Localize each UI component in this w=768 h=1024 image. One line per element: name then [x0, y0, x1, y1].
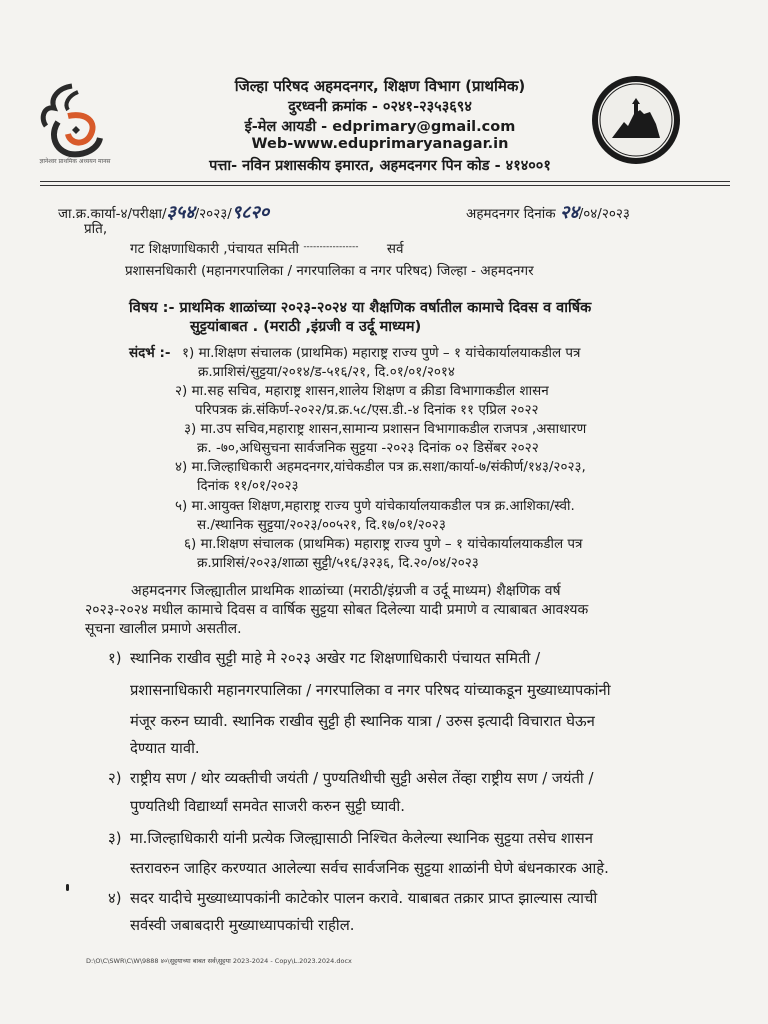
recipient-sarva: सर्व — [386, 241, 404, 257]
recipient-line-2: प्रशासनधिकारी (महानगरपालिका / नगरपालिका व नगर परिषद) जिल्हा - अहमदनगर — [125, 263, 534, 279]
reference-5b: स./स्थानिक सुट्टया/२०२३/००५२१, दि.१७/०१/२०२३ — [197, 517, 446, 533]
point-1-line-3: मंजूर करुन घ्यावी. स्थानिक राखीव सुट्टी ही स्थानिक यात्रा / उरुस इत्यादी विचारात घेऊन — [130, 713, 595, 730]
point-1-line-2: प्रशासनाधिकारी महानगरपालिका / नगरपालिका व नगर परिषद यांच्याकडून मुख्याध्यापकांनी — [130, 682, 611, 699]
subject-line-1: विषय :- प्राथमिक शाळांच्या २०२३-२०२४ या शैक्षणिक वर्षातील कामाचे दिवस व वार्षिक — [129, 300, 592, 316]
reference-6b: क्र.प्राशिसं/२०२३/शाळा सुट्टी/५१६/३२३६, दि.२०/०४/२०२३ — [197, 555, 479, 571]
header-rule-2 — [40, 185, 730, 186]
header-rule — [40, 181, 730, 182]
phone-line: दुरध्वनी क्रमांक - ०२४१-२३५३६९४ — [288, 99, 472, 115]
reference-4b: दिनांक ११/०१/२०२३ — [197, 478, 299, 494]
point-2-number: २) — [108, 770, 122, 787]
web-line: Web-www.eduprimaryanagar.in — [251, 136, 509, 152]
subject-line-2: सुट्टयांबाबत . (मराठी ,इंग्रजी व उर्दू माध्यम) — [190, 319, 422, 335]
logo-caption: ज्ञानेश्वर प्राथमिक अध्ययन मानस — [39, 158, 111, 165]
office-name: जिल्हा परिषद अहमदनगर, शिक्षण विभाग (प्राथमिक) — [234, 77, 526, 95]
address-line: पत्ता- नविन प्रशासकीय इमारत, अहमदनगर पिन कोड - ४१४००१ — [209, 158, 551, 174]
prati-label: प्रति, — [84, 221, 108, 237]
point-2-line-1: राष्ट्रीय सण / थोर व्यक्तीची जयंती / पुण्यतिथीची सुट्टी असेल तेंव्हा राष्ट्रीय सण / जयंती / — [130, 770, 594, 787]
reference-3b: क्र. -७०,अधिसुचना सार्वजनिक सुट्टया -२०२३ दिनांक ०२ डिसेंबर २०२२ — [197, 440, 539, 456]
point-3-line-1: मा.जिल्हाधिकारी यांनी प्रत्येक जिल्ह्यासाठी निश्चित केलेल्या स्थानिक सुट्टया तसेच शासन — [130, 830, 593, 847]
outward-prefix: जा.क्र.कार्या-४/परीक्षा/ — [58, 206, 167, 222]
reference-5a: ५) मा.आयुक्त शिक्षण,महाराष्ट्र राज्य पुणे यांचेकार्यालयाकडील पत्र क्र.आशिका/स्वी. — [175, 498, 575, 514]
point-3-line-2: स्तरावरुन जाहिर करण्यात आलेल्या सर्वच सार्वजनिक सुट्टया शाळांनी घेणे बंधनकारक आहे. — [130, 860, 609, 877]
handwritten-outward-no: ३५४ — [166, 202, 195, 223]
recipient-bdo: गट शिक्षणाधिकारी ,पंचायत समिती — [130, 241, 300, 257]
reference-6a: ६) मा.शिक्षण संचालक (प्राथमिक) महाराष्ट्र राज्य पुणे – १ यांचेकार्यालयाकडील पत्र — [184, 536, 583, 552]
point-4-number: ४) — [108, 890, 122, 907]
references-label: संदर्भ :- — [129, 345, 171, 361]
date-rest: /०४/२०२३ — [578, 206, 630, 222]
handwritten-day: २४ — [559, 202, 579, 223]
point-1-line-4: देण्यात यावी. — [130, 740, 200, 757]
email-line: ई-मेल आयडी - edprimary@gmail.com — [244, 119, 516, 135]
point-4-line-2: सर्वस्वी जबाबदारी मुख्याध्यापकांची राहील. — [130, 917, 355, 934]
recipient-line-1 — [130, 239, 403, 257]
point-1-number: १) — [108, 650, 122, 667]
point-2-line-2: पुण्यतिथी विद्यार्थ्यां समवेत साजरी करुन सुट्टी घ्यावी. — [130, 798, 405, 815]
reference-3a: ३) मा.उप सचिव,महाराष्ट्र शासन,सामान्य प्रशासन विभागाकडील राजपत्र ,असाधारण — [184, 421, 587, 437]
point-4-line-1: सदर यादीचे मुख्याध्यापकांनी काटेकोर पालन करावे. याबाबत तक्रार प्राप्त झाल्यास त्याची — [130, 890, 598, 907]
point-3-number: ३) — [108, 830, 122, 847]
recipient-blank: ----------------- — [303, 242, 359, 252]
reference-1b: क्र.प्राशिसं/सुट्टया/२०१४/ड-५१६/२१, दि.०१/०१/२०१४ — [198, 364, 455, 380]
outward-mid: /२०२३/ — [194, 206, 232, 222]
file-path-footer: D:\O\C\SWR\C\W\9888 ४०\सुट्टयाच्या बाबत सर्व\सुट्टया 2023-2024 - Copy\L.2023.2024.docx — [86, 957, 352, 965]
date-label: अहमदनगर दिनांक — [466, 206, 556, 222]
point-1-line-1: स्थानिक राखीव सुट्टी माहे मे २०२३ अखेर गट शिक्षणाधिकारी पंचायत समिती / — [130, 650, 541, 667]
margin-mark — [66, 884, 69, 891]
intro-line-2: २०२३-२०२४ मधील कामाचे दिवस व वार्षिक सुट्टया सोबत दिलेल्या यादी प्रमाणे व त्याबाबत आवश्यक — [85, 602, 589, 618]
reference-2b: परिपत्रक क्रं.संकिर्ण-२०२२/प्र.क्र.५८/एस.डी.-४ दिनांक ११ एप्रिल २०२२ — [195, 402, 539, 418]
letter-date — [466, 200, 630, 224]
reference-2a: २) मा.सह सचिव, महाराष्ट्र शासन,शालेय शिक्षण व क्रीडा विभागाकडील शासन — [175, 383, 549, 399]
intro-line-1: अहमदनगर जिल्ह्यातील प्राथमिक शाळांच्या (मराठी/इंग्रजी व उर्दू माध्यम) शैक्षणिक वर्ष — [131, 583, 561, 599]
reference-4a: ४) मा.जिल्हाधिकारी अहमदनगर,यांचेकडील पत्र क्र.सशा/कार्या-७/संकीर्ण/१४३/२०२३, — [175, 459, 586, 475]
intro-line-3: सूचना खालील प्रमाणे असतील. — [85, 621, 242, 637]
handwritten-code: ९८२० — [231, 202, 270, 223]
reference-1a: १) मा.शिक्षण संचालक (प्राथमिक) महाराष्ट्र राज्य पुणे – १ यांचेकार्यालयाकडील पत्र — [182, 345, 581, 361]
